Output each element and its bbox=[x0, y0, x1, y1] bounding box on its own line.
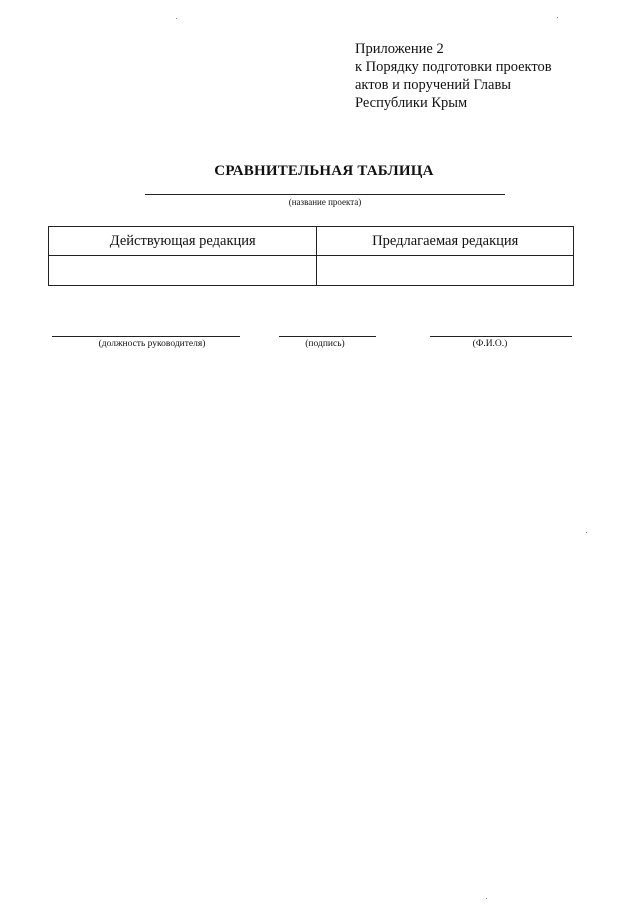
comparison-table bbox=[48, 226, 574, 286]
appendix-line: Республики Крым bbox=[355, 95, 468, 111]
project-name-line bbox=[145, 194, 505, 195]
scan-speck bbox=[586, 532, 587, 533]
table-header-row bbox=[49, 227, 574, 256]
signature-caption: (подпись) bbox=[305, 339, 345, 349]
signature-line bbox=[279, 336, 376, 337]
position-caption: (должность руководителя) bbox=[98, 339, 206, 349]
document-title: СРАВНИТЕЛЬНАЯ ТАБЛИЦА bbox=[214, 163, 434, 179]
project-name-caption: (название проекта) bbox=[288, 197, 362, 207]
header-current-edition: Действующая редакция bbox=[49, 227, 317, 256]
appendix-line: актов и поручений Главы bbox=[355, 77, 512, 93]
scan-speck bbox=[557, 17, 558, 18]
appendix-line: Приложение 2 bbox=[355, 41, 444, 57]
cell-proposed-edition bbox=[317, 256, 574, 286]
appendix-block bbox=[355, 40, 552, 112]
scan-speck bbox=[486, 898, 487, 899]
appendix-line: к Порядку подготовки проектов bbox=[355, 59, 552, 75]
cell-current-edition bbox=[49, 256, 317, 286]
position-line bbox=[52, 336, 240, 337]
scan-speck bbox=[176, 18, 177, 19]
full-name-line bbox=[430, 336, 572, 337]
header-proposed-edition: Предлагаемая редакция bbox=[317, 227, 574, 256]
table-row bbox=[49, 256, 574, 286]
full-name-caption: (Ф.И.О.) bbox=[472, 339, 508, 349]
